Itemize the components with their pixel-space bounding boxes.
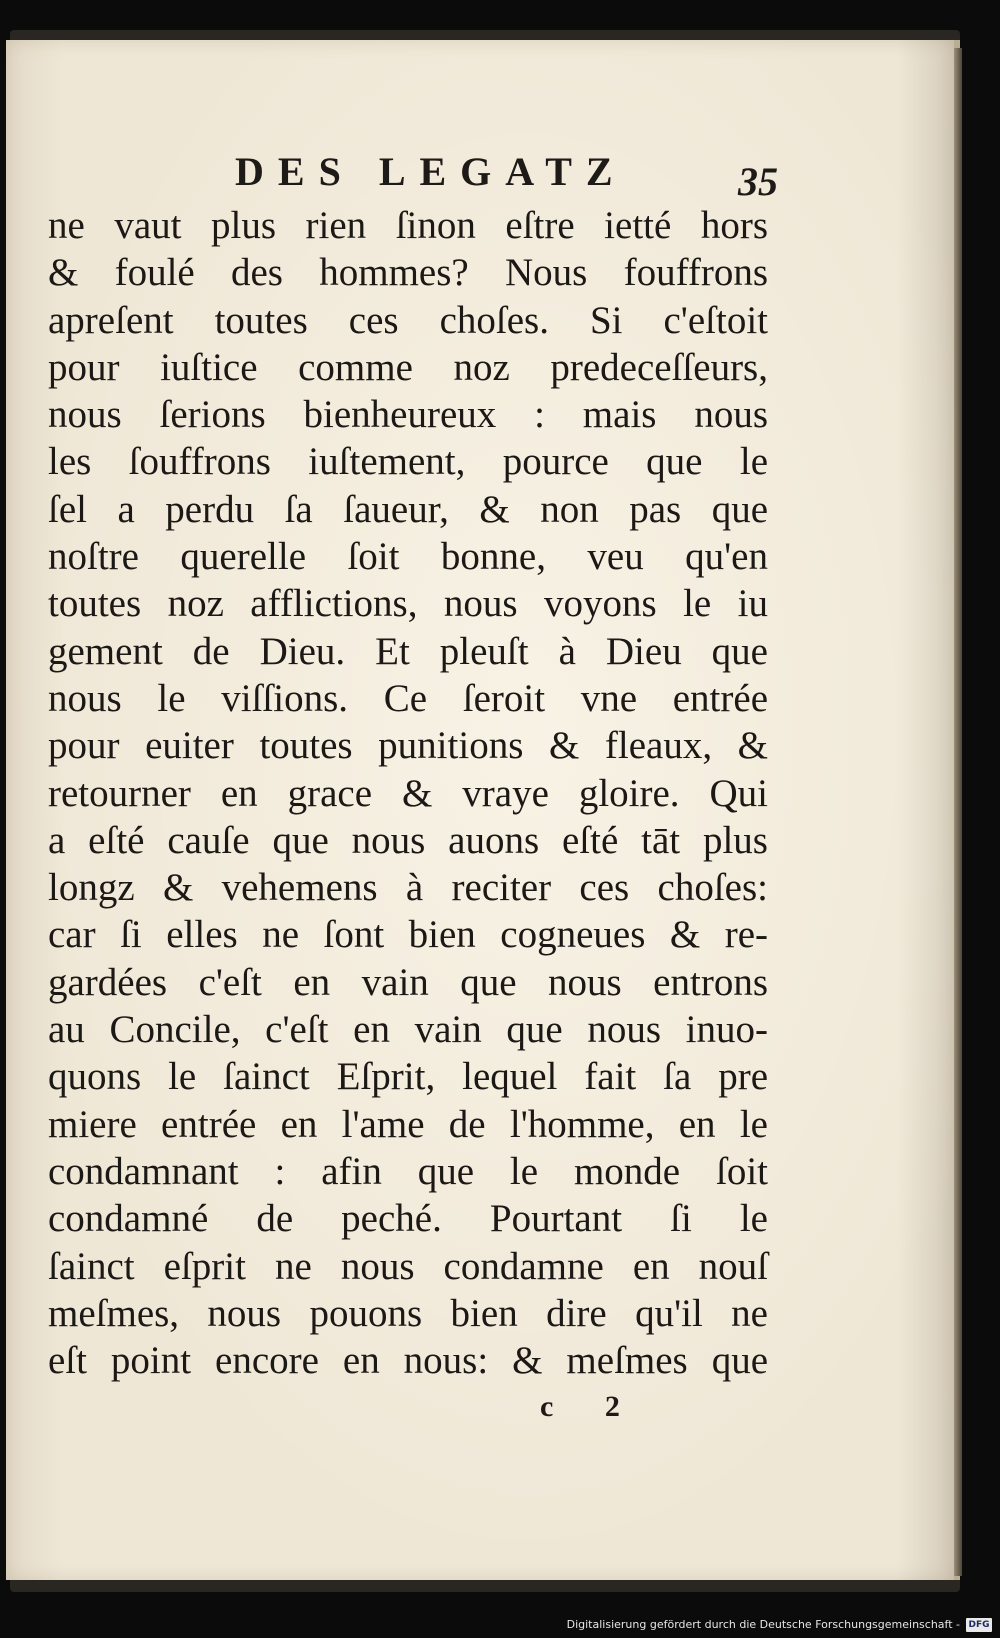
text-line: au Concile, c'eſt en vain que nous inuo-: [48, 1008, 768, 1052]
page-number: 35: [738, 159, 778, 204]
text-line: les ſouffrons iuſtement, pource que le: [48, 440, 768, 484]
text-line: miere entrée en l'ame de l'homme, en le: [48, 1102, 768, 1146]
page-edge: [954, 48, 962, 1576]
text-line: gardées c'eſt en vain que nous entrons: [48, 960, 768, 1004]
text-line: gement de Dieu. Et pleuſt à Dieu que: [48, 629, 768, 673]
running-head: DES LEGATZ: [235, 149, 627, 194]
text-line: ne vaut plus rien ſinon eſtre ietté hors: [48, 204, 768, 247]
footer-bar: [0, 1602, 1000, 1638]
text-line: car ſi elles ne ſont bien cogneues & re-: [48, 913, 768, 957]
text-line: retourner en grace & vraye gloire. Qui: [48, 771, 768, 815]
text-line: pour euiter toutes punitions & fleaux, &: [48, 724, 768, 768]
text-line: quons le ſainct Eſprit, lequel fait ſa pre: [48, 1055, 768, 1099]
funding-credit: Digitalisierung gefördert durch die Deutsche Forschungsgemeinschaft -: [566, 1618, 960, 1631]
text-line: ſainct eſprit ne nous condamne en nouſ: [48, 1244, 768, 1288]
text-line: toutes noz afflictions, nous voyons le iu: [48, 582, 768, 626]
signature-mark: c 2: [540, 1390, 642, 1423]
text-line: condamné de peché. Pourtant ſi le: [48, 1197, 768, 1241]
text-line: a eſté cauſe que nous auons eſté tāt plus: [48, 818, 768, 862]
text-line: pour iuſtice comme noz predeceſſeurs,: [48, 345, 768, 389]
text-line: longz & vehemens à reciter ces choſes:: [48, 866, 768, 910]
text-line: & foulé des hommes? Nous fouffrons: [48, 251, 768, 295]
text-line: meſmes, nous pouons bien dire qu'il ne: [48, 1291, 768, 1335]
text-line: nous le viſſions. Ce ſeroit vne entrée: [48, 676, 768, 720]
text-line: noſtre querelle ſoit bonne, veu qu'en: [48, 535, 768, 579]
text-line: ſel a perdu ſa ſaueur, & non pas que: [48, 487, 768, 531]
text-line: eſt point encore en nous: & meſmes que: [48, 1339, 768, 1383]
body-text: [48, 202, 768, 1384]
text-line: condamnant : afin que le monde ſoit: [48, 1149, 768, 1193]
text-line: apreſent toutes ces choſes. Si c'eſtoit: [48, 298, 768, 342]
dfg-logo: DFG: [966, 1618, 992, 1632]
text-line: nous ſerions bienheureux : mais nous: [48, 393, 768, 437]
